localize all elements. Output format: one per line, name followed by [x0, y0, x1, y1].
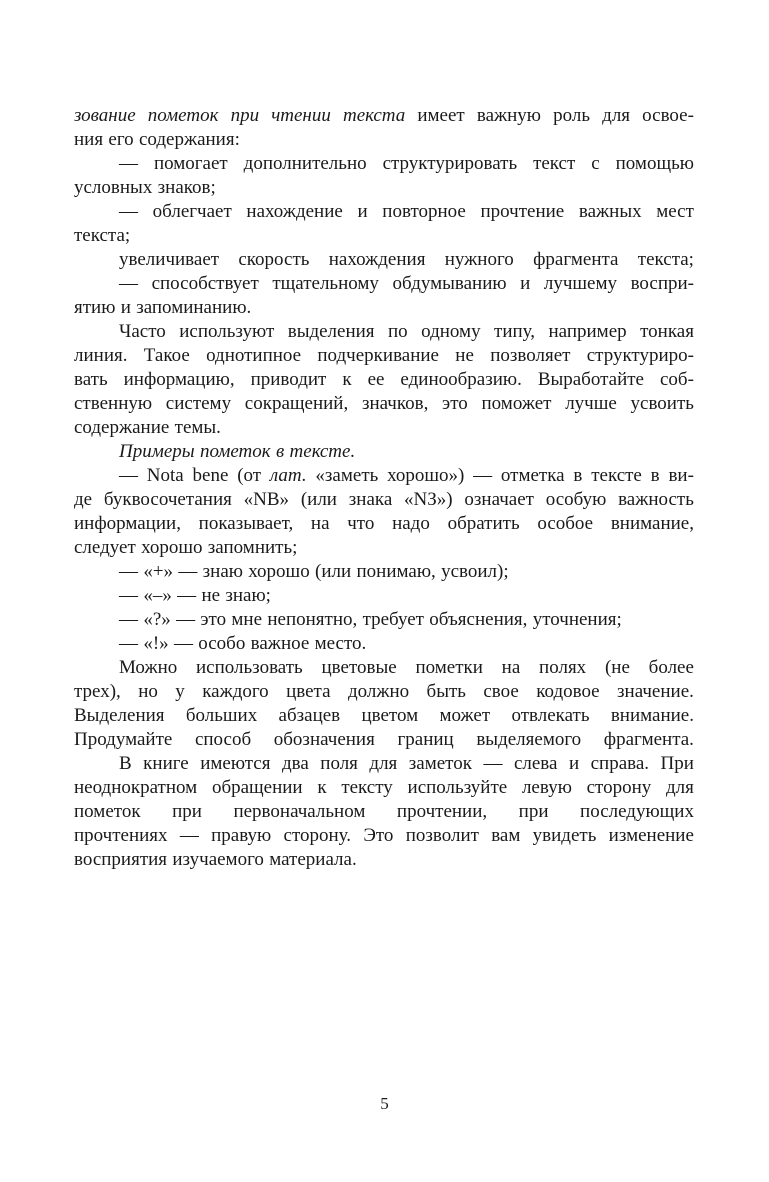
- text-line: [74, 440, 694, 464]
- text-line: [74, 680, 694, 704]
- word: «?»: [143, 609, 171, 630]
- text-line: [74, 776, 694, 800]
- word: зование: [74, 105, 136, 126]
- word: при: [518, 801, 549, 822]
- word: bene: [192, 465, 229, 486]
- word: В: [119, 753, 132, 774]
- word: знаю: [202, 561, 243, 582]
- word: место.: [314, 633, 367, 654]
- word: помощью: [615, 153, 694, 174]
- word: к: [342, 369, 352, 390]
- word: по: [388, 321, 408, 342]
- word: тексту: [341, 777, 393, 798]
- word: может: [439, 705, 491, 726]
- word: позволит: [405, 825, 479, 846]
- word: левую: [521, 777, 572, 798]
- text-line: [74, 368, 694, 392]
- word: быть: [426, 681, 466, 702]
- word: требует: [362, 609, 424, 630]
- word: —: [119, 561, 138, 582]
- word: Продумайте: [74, 729, 173, 750]
- word: важное: [250, 633, 310, 654]
- word: —: [177, 585, 197, 606]
- word: —: [119, 153, 138, 174]
- word: темы.: [174, 417, 221, 438]
- word: более: [648, 657, 694, 678]
- word: свое: [483, 681, 519, 702]
- word: ви-: [668, 465, 694, 486]
- word: цветом: [361, 705, 419, 726]
- text-line: [74, 416, 694, 440]
- word: кодовое: [536, 681, 600, 702]
- word: неоднократном: [74, 777, 198, 798]
- word: типу,: [494, 321, 536, 342]
- word: сторону.: [283, 825, 352, 846]
- word: способствует: [151, 273, 259, 294]
- word: фрагмента.: [603, 729, 694, 750]
- word: в: [573, 465, 583, 486]
- word: особую: [545, 489, 607, 510]
- word: одному: [421, 321, 481, 342]
- word: знака: [348, 489, 393, 510]
- word: —: [119, 201, 138, 222]
- word: тщательному: [272, 273, 379, 294]
- word: на: [501, 657, 521, 678]
- word: особое: [537, 513, 594, 534]
- word: у: [175, 681, 185, 702]
- word: «заметь: [315, 465, 379, 486]
- word: —: [119, 609, 138, 630]
- word: показывает,: [198, 513, 294, 534]
- word: используйте: [407, 777, 508, 798]
- word: ственную: [74, 393, 153, 414]
- word: Часто: [119, 321, 166, 342]
- text-line: [74, 248, 694, 272]
- word: однотипное: [206, 345, 302, 366]
- word: воспри-: [630, 273, 694, 294]
- text-line: [74, 488, 694, 512]
- word: важных: [578, 201, 642, 222]
- text-line: [74, 848, 694, 872]
- word: границ: [397, 729, 454, 750]
- text-line: [74, 320, 694, 344]
- text-line: [74, 728, 694, 752]
- word: при: [172, 801, 202, 822]
- word: нахождения: [328, 249, 426, 270]
- text-line: [74, 296, 694, 320]
- word: сокращений,: [244, 393, 349, 414]
- word: обращении: [211, 777, 303, 798]
- word: «+»: [143, 561, 174, 582]
- word: поможет: [481, 393, 552, 414]
- word: к: [317, 777, 327, 798]
- word: цвета: [286, 681, 331, 702]
- word: лучше: [565, 393, 617, 414]
- word: не: [201, 585, 221, 606]
- word: объяснения,: [429, 609, 528, 630]
- word: —: [176, 609, 196, 630]
- body-text: [74, 104, 694, 872]
- text-line: [74, 560, 694, 584]
- word: (или: [300, 489, 337, 510]
- word: —: [483, 753, 503, 774]
- word: роль: [553, 105, 591, 126]
- word: облегчает: [152, 201, 232, 222]
- text-line: [74, 152, 694, 176]
- word: изучаемого: [172, 849, 264, 870]
- word: прочтении,: [396, 801, 488, 822]
- word: отвлекать: [511, 705, 590, 726]
- word: —: [173, 633, 193, 654]
- word: запоминанию.: [136, 297, 252, 318]
- word: чтении: [271, 105, 331, 126]
- word: —: [119, 273, 138, 294]
- word: де: [74, 489, 93, 510]
- word: скорость: [238, 249, 310, 270]
- word: —: [178, 561, 198, 582]
- word: заметок: [408, 753, 472, 774]
- word: лат.: [269, 465, 307, 486]
- text-line: [74, 272, 694, 296]
- word: текста;: [74, 225, 131, 246]
- word: систему: [165, 393, 232, 414]
- word: мест: [656, 201, 694, 222]
- word: следует: [74, 537, 136, 558]
- word: единообразию.: [400, 369, 522, 390]
- word: в: [275, 441, 285, 462]
- word: обдумыванию: [392, 273, 507, 294]
- word: тонкая: [640, 321, 694, 342]
- word: значков,: [361, 393, 429, 414]
- text-line: [74, 224, 694, 248]
- word: текста: [343, 105, 406, 126]
- word: (от: [237, 465, 262, 486]
- word: условных: [74, 177, 153, 198]
- word: пометки: [415, 657, 483, 678]
- word: информацию,: [123, 369, 235, 390]
- word: приводит: [250, 369, 327, 390]
- text-line: [74, 752, 694, 776]
- text-line: [74, 128, 694, 152]
- word: и: [120, 297, 131, 318]
- word: его: [108, 129, 134, 150]
- word: поля: [320, 753, 358, 774]
- word: означает: [464, 489, 534, 510]
- text-line: [74, 536, 694, 560]
- word: прочтение: [480, 201, 565, 222]
- text-line: [74, 176, 694, 200]
- word: способ: [194, 729, 252, 750]
- word: и: [568, 753, 580, 774]
- text-line: [74, 824, 694, 848]
- word: Это: [363, 825, 394, 846]
- word: тексте: [591, 465, 642, 486]
- word: выделяемого: [476, 729, 582, 750]
- word: пометок: [147, 105, 219, 126]
- word: Nota: [146, 465, 184, 486]
- word: хорошо: [248, 561, 310, 582]
- word: «NЗ»): [404, 489, 453, 510]
- word: не: [455, 345, 474, 366]
- word: ния: [74, 129, 104, 150]
- word: помогает: [153, 153, 228, 174]
- word: фрагмента: [533, 249, 619, 270]
- word: последующих: [580, 801, 694, 822]
- text-line: [74, 608, 694, 632]
- word: Такое: [143, 345, 190, 366]
- word: например: [548, 321, 627, 342]
- word: знаков;: [157, 177, 216, 198]
- word: лучшему: [543, 273, 618, 294]
- word: выделения: [287, 321, 375, 342]
- word: текст: [533, 153, 576, 174]
- word: информации,: [74, 513, 181, 534]
- word: имеет: [417, 105, 465, 126]
- word: слева: [513, 753, 558, 774]
- word: —: [119, 465, 138, 486]
- word: увидеть: [532, 825, 597, 846]
- word: для: [666, 777, 694, 798]
- word: дополнительно: [243, 153, 367, 174]
- word: соб-: [659, 369, 694, 390]
- text-line: [74, 200, 694, 224]
- word: для: [369, 753, 398, 774]
- word: буквосочетания: [103, 489, 232, 510]
- word: непонятно,: [267, 609, 358, 630]
- word: Примеры: [119, 441, 195, 462]
- word: справа.: [590, 753, 650, 774]
- word: но: [138, 681, 158, 702]
- word: понимаю,: [356, 561, 436, 582]
- text-line: [74, 656, 694, 680]
- word: обратить: [447, 513, 520, 534]
- word: подчеркивание: [317, 345, 439, 366]
- word: полях: [539, 657, 587, 678]
- word: для: [602, 105, 631, 126]
- word: позволяет: [490, 345, 571, 366]
- word: пометок: [74, 801, 141, 822]
- word: больших: [185, 705, 258, 726]
- word: два: [281, 753, 309, 774]
- word: книге: [143, 753, 189, 774]
- word: ятию: [74, 297, 116, 318]
- word: содержания:: [138, 129, 240, 150]
- text-line: [74, 344, 694, 368]
- word: правую: [211, 825, 272, 846]
- word: важную: [476, 105, 541, 126]
- word: и: [357, 201, 368, 222]
- word: структурировать: [382, 153, 518, 174]
- word: При: [660, 753, 694, 774]
- text-line: [74, 464, 694, 488]
- word: мне: [231, 609, 263, 630]
- word: ее: [367, 369, 385, 390]
- word: это: [442, 393, 468, 414]
- text-line: [74, 704, 694, 728]
- word: хорошо: [141, 537, 203, 558]
- word: тексте.: [289, 441, 356, 462]
- word: пометок: [199, 441, 271, 462]
- word: Можно: [119, 657, 178, 678]
- word: уточнения;: [532, 609, 622, 630]
- word: структуриро-: [586, 345, 694, 366]
- word: —: [473, 465, 493, 486]
- word: в: [650, 465, 660, 486]
- text-line: [74, 632, 694, 656]
- word: первоначальном: [233, 801, 366, 822]
- word: вать: [74, 369, 108, 390]
- word: отметка: [500, 465, 565, 486]
- word: значение.: [617, 681, 694, 702]
- word: «!»: [143, 633, 169, 654]
- word: линия.: [74, 345, 128, 366]
- word: сторону: [586, 777, 652, 798]
- text-line: [74, 584, 694, 608]
- word: знаю;: [225, 585, 271, 606]
- word: трех),: [74, 681, 121, 702]
- word: прочтениях: [74, 825, 168, 846]
- word: это: [200, 609, 227, 630]
- text-line: [74, 512, 694, 536]
- word: с: [591, 153, 600, 174]
- word: имеются: [200, 753, 271, 774]
- word: изменение: [608, 825, 694, 846]
- word: —: [119, 585, 138, 606]
- word: Выработайте: [537, 369, 644, 390]
- word: должно: [347, 681, 410, 702]
- word: на: [310, 513, 330, 534]
- word: и: [520, 273, 531, 294]
- word: восприятия: [74, 849, 168, 870]
- word: внимание.: [610, 705, 694, 726]
- word: материала.: [269, 849, 357, 870]
- page-number: 5: [380, 1094, 389, 1113]
- word: нахождение: [246, 201, 343, 222]
- word: «NB»: [243, 489, 290, 510]
- text-line: [74, 392, 694, 416]
- word: используют: [179, 321, 275, 342]
- word: усвоить: [630, 393, 694, 414]
- word: увеличивает: [119, 249, 220, 270]
- word: «–»: [143, 585, 172, 606]
- word: —: [119, 633, 138, 654]
- word: важность: [618, 489, 694, 510]
- word: освое-: [642, 105, 694, 126]
- word: каждого: [202, 681, 269, 702]
- word: при: [230, 105, 260, 126]
- word: (или: [315, 561, 352, 582]
- word: хорошо»): [387, 465, 465, 486]
- word: усвоил);: [441, 561, 509, 582]
- word: повторное: [382, 201, 466, 222]
- word: текста;: [637, 249, 694, 270]
- word: абзацев: [278, 705, 341, 726]
- word: Выделения: [74, 705, 165, 726]
- word: содержание: [74, 417, 170, 438]
- word: вам: [491, 825, 521, 846]
- text-line: [74, 800, 694, 824]
- word: что: [347, 513, 375, 534]
- text-line: [74, 104, 694, 128]
- word: цветовые: [321, 657, 397, 678]
- word: запомнить;: [207, 537, 298, 558]
- word: особо: [198, 633, 246, 654]
- word: обозначения: [273, 729, 375, 750]
- word: внимание,: [610, 513, 694, 534]
- word: использовать: [196, 657, 303, 678]
- word: (не: [604, 657, 630, 678]
- word: —: [179, 825, 199, 846]
- word: нужного: [444, 249, 514, 270]
- word: надо: [392, 513, 430, 534]
